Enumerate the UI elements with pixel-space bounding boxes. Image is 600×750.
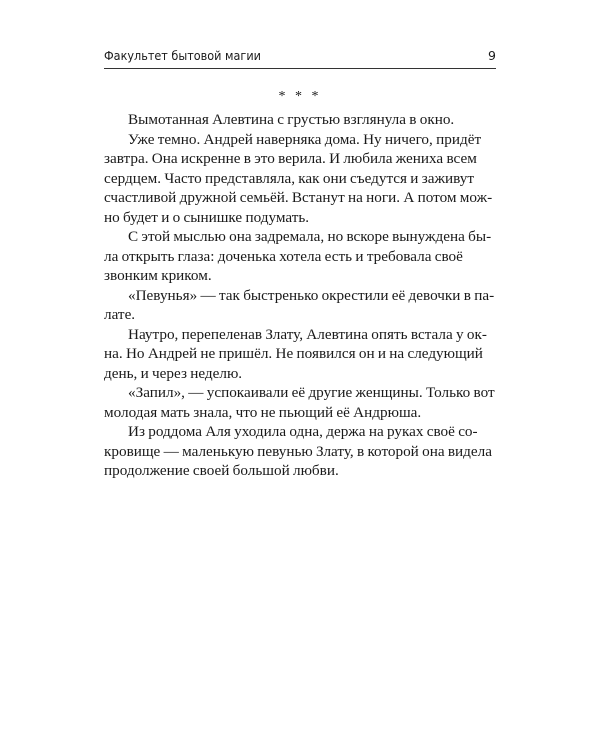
text-line: Из роддома Аля уходила одна, держа на руках своё со- xyxy=(128,423,478,440)
paragraph xyxy=(104,227,496,286)
text-line: продолжение своей большой любви. xyxy=(104,462,339,479)
text-line: молодая мать знала, что не пьющий её Андрюша. xyxy=(104,403,422,421)
paragraph xyxy=(104,325,496,384)
section-divider: * * * xyxy=(278,89,322,104)
text-line: «Певунья» — так быстренько окрестили её девочки в па- xyxy=(128,286,495,304)
text-line: день, и через неделю. xyxy=(104,364,243,382)
text-line: С этой мыслью она задремала, но вскоре вынуждена бы- xyxy=(128,228,492,245)
text-line: но будет и о сынишке подумать. xyxy=(104,208,310,226)
text-line: завтра. Она искренне в это верила. И любила жениха всем xyxy=(104,150,477,167)
text-line: Вымотанная Алевтина с грустью взглянула в окно. xyxy=(128,111,455,128)
text-line: кровище — маленькую певунью Злату, в которой она видела xyxy=(104,442,492,460)
running-head xyxy=(104,48,496,69)
paragraph xyxy=(104,130,496,228)
text-line: «Запил», — успокаивали её другие женщины. Только вот xyxy=(128,384,495,401)
paragraph xyxy=(104,286,496,325)
text-line: сердцем. Часто представляла, как они съедутся и заживут xyxy=(104,169,474,187)
text-line: Наутро, перепеленав Злату, Алевтина опять встала у ок- xyxy=(128,325,487,343)
book-title: Факультет бытовой магии xyxy=(104,48,261,63)
text-line: ла открыть глаза: доченька хотела есть и требовала своё xyxy=(104,247,463,265)
text-line: лате. xyxy=(104,306,136,323)
body-text xyxy=(104,110,496,481)
text-line: звонким криком. xyxy=(104,267,212,284)
text-line: счастливой дружной семьёй. Встанут на ноги. А потом мож- xyxy=(104,189,493,206)
text-line: Уже темно. Андрей наверняка дома. Ну ничего, придёт xyxy=(128,130,482,148)
paragraph xyxy=(104,110,496,130)
paragraph xyxy=(104,422,496,481)
page-number: 9 xyxy=(488,48,496,63)
paragraph xyxy=(104,383,496,422)
text-line: на. Но Андрей не пришёл. Не появился он и на следующий xyxy=(104,345,483,362)
